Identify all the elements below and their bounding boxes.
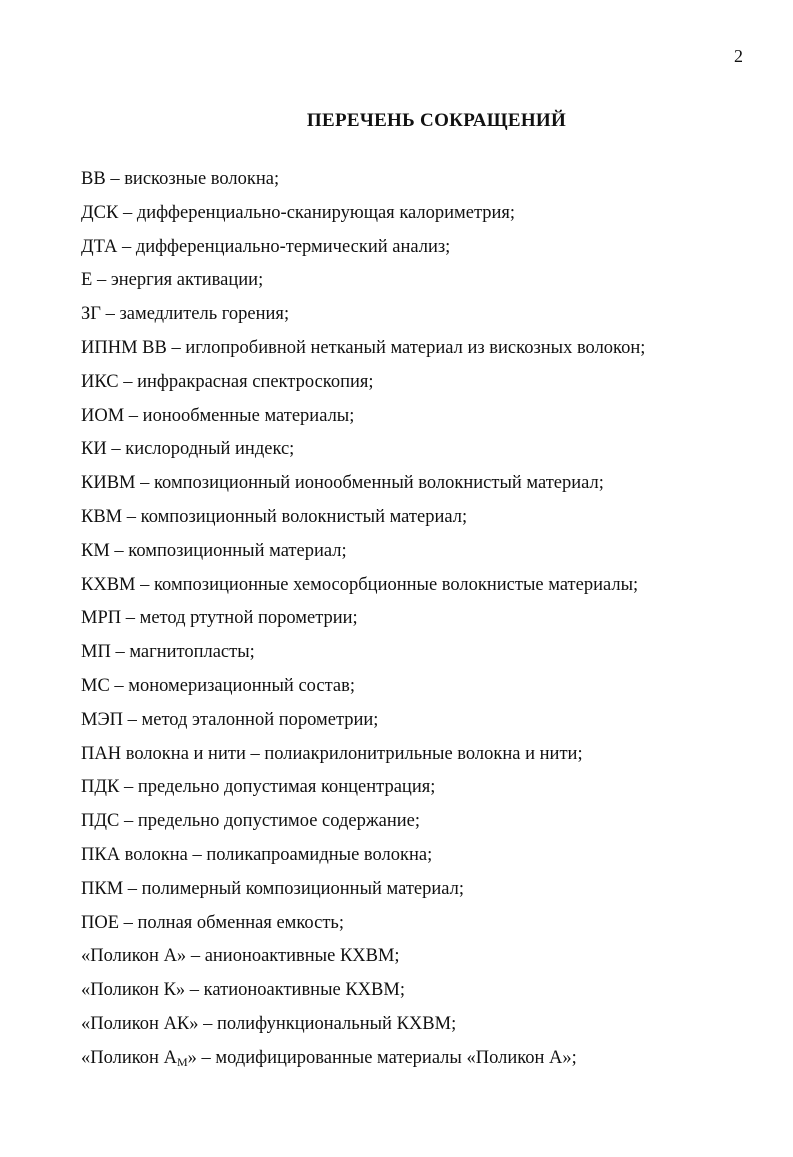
abbreviation-separator: – [123, 709, 142, 730]
abbreviation-term: ПОЕ [81, 912, 120, 933]
abbreviation-definition: иглопробивной нетканый материал из вискозных волокон; [185, 337, 646, 358]
abbreviation-term: КМ [81, 540, 110, 561]
abbreviation-separator: – [186, 946, 205, 967]
abbreviation-definition: композиционный волокнистый материал; [140, 506, 468, 527]
abbreviation-separator: – [187, 844, 207, 865]
abbreviation-item [81, 911, 771, 945]
abbreviation-definition: полимерный композиционный материал; [141, 878, 465, 899]
page-title: ПЕРЕЧЕНЬ СОКРАЩЕНИЙ [306, 110, 567, 131]
abbreviation-definition: вискозные волокна; [124, 169, 280, 189]
abbreviation-term: ДТА [81, 236, 118, 257]
abbreviation-item [81, 370, 771, 404]
abbreviation-item [81, 235, 771, 269]
abbreviation-term: ИОМ [81, 405, 125, 426]
abbreviation-item [81, 640, 771, 674]
abbreviation-item [81, 944, 771, 978]
abbreviation-item [81, 708, 771, 742]
abbreviation-separator: – [118, 202, 137, 223]
abbreviation-subscript: М [176, 1054, 188, 1069]
abbreviation-separator: – [110, 642, 130, 663]
abbreviation-item [81, 843, 771, 877]
abbreviation-definition: поликапроамидные волокна; [206, 844, 433, 865]
abbreviation-term: «Поликон АК» [81, 1013, 199, 1034]
abbreviation-term: ПКМ [81, 878, 124, 899]
abbreviation-definition: модифицированные материалы «Поликон А»; [215, 1047, 577, 1068]
abbreviation-item [81, 809, 771, 843]
abbreviation-definition: кислородный индекс; [125, 439, 295, 460]
abbreviation-definition: замедлитель горения; [119, 304, 290, 325]
abbreviation-separator: – [121, 608, 140, 629]
abbreviation-term: КИ [81, 439, 107, 460]
abbreviation-separator: – [122, 506, 141, 527]
abbreviation-definition: полифункциональный КХВМ; [217, 1013, 457, 1034]
abbreviation-separator: – [135, 473, 154, 494]
abbreviation-item [81, 1012, 771, 1046]
abbreviation-separator: – [117, 236, 136, 257]
abbreviation-separator: – [118, 371, 138, 392]
abbreviation-term: ВВ [81, 169, 106, 189]
abbreviation-separator: – [135, 574, 154, 595]
abbreviation-term: ДСК [81, 202, 119, 223]
abbreviation-term: КВМ [81, 506, 123, 527]
abbreviation-term: КИВМ [81, 473, 136, 494]
abbreviation-separator: – [245, 743, 265, 764]
abbreviation-definition: дифференциально-термический анализ; [135, 236, 451, 257]
abbreviation-definition: метод ртутной порометрии; [139, 608, 358, 629]
abbreviation-separator: – [196, 1047, 216, 1068]
abbreviation-term: ПДК [81, 777, 120, 798]
abbreviation-item [81, 775, 771, 809]
abbreviation-definition: композиционный материал; [128, 540, 347, 561]
abbreviation-term: «Поликон А» [81, 946, 187, 967]
abbreviation-definition: полная обменная емкость; [137, 912, 345, 933]
abbreviation-item [81, 404, 771, 438]
abbreviation-separator: – [124, 405, 143, 426]
page-number: 2 [734, 46, 743, 66]
abbreviation-definition: метод эталонной порометрии; [141, 709, 379, 730]
abbreviation-item [81, 437, 771, 471]
abbreviation-item [81, 606, 771, 640]
abbreviation-separator: – [100, 304, 120, 325]
abbreviation-separator: – [92, 270, 111, 291]
abbreviation-separator: – [119, 811, 138, 832]
abbreviation-item [81, 742, 771, 776]
abbreviation-item [81, 877, 771, 911]
abbreviation-term: МС [81, 675, 110, 696]
abbreviation-definition: инфракрасная спектроскопия; [137, 371, 374, 392]
abbreviation-item [81, 674, 771, 708]
abbreviation-definition: предельно допустимое содержание; [137, 811, 420, 832]
abbreviation-item [81, 201, 771, 235]
abbreviation-definition: мономеризационный состав; [128, 675, 355, 696]
abbreviation-item [81, 302, 771, 336]
abbreviation-separator: – [185, 980, 204, 1001]
abbreviation-definition: ионообменные материалы; [142, 405, 355, 426]
abbreviation-definition: анионоактивные КХВМ; [204, 946, 400, 967]
abbreviation-separator: – [198, 1013, 218, 1034]
abbreviation-definition: энергия активации; [110, 270, 264, 291]
abbreviation-term: ПАН волокна и нити [81, 743, 246, 764]
abbreviation-separator: – [109, 675, 129, 696]
abbreviation-separator: – [123, 878, 142, 899]
abbreviation-definition: композиционные хемосорбционные волокнистые материалы; [154, 574, 639, 595]
abbreviation-item [81, 336, 771, 370]
abbreviation-item-last [81, 1046, 771, 1080]
abbreviation-item [81, 573, 771, 607]
abbreviation-term: МП [81, 642, 111, 663]
abbreviation-term: ИКС [81, 371, 119, 392]
abbreviation-definition: полиакрилонитрильные волокна и нити; [264, 743, 583, 764]
abbreviation-term: ЗГ [81, 304, 101, 325]
abbreviation-term: «Поликон К» [81, 980, 186, 1001]
abbreviation-definition: катионоактивные КХВМ; [203, 980, 405, 1001]
abbreviation-term: «Поликон $А_М$» [81, 1047, 197, 1069]
abbreviation-term: ПКА волокна [81, 844, 188, 865]
abbreviation-definition: предельно допустимая концентрация; [137, 777, 436, 798]
abbreviation-term: Е [81, 270, 93, 291]
abbreviation-separator: – [119, 912, 138, 933]
abbreviation-item [81, 978, 771, 1012]
abbreviation-definition: композиционный ионообменный волокнистый материал; [154, 473, 604, 494]
abbreviation-separator: – [166, 337, 186, 358]
abbreviation-definition: магнитопласты; [129, 642, 255, 663]
abbreviation-separator: – [106, 439, 126, 460]
abbreviation-list [81, 167, 771, 1080]
abbreviation-separator: – [119, 777, 138, 798]
abbreviation-term: МРП [81, 608, 122, 629]
abbreviation-item [81, 505, 771, 539]
abbreviation-term: КХВМ [81, 574, 136, 595]
abbreviation-item [81, 539, 771, 573]
abbreviation-definition: дифференциально-сканирующая калориметрия; [136, 202, 516, 223]
abbreviation-term: МЭП [81, 709, 124, 730]
abbreviation-term: ПДС [81, 811, 120, 832]
abbreviation-item [81, 471, 771, 505]
abbreviation-separator: – [109, 540, 129, 561]
abbreviation-separator: – [105, 169, 125, 189]
abbreviation-item [81, 268, 771, 302]
abbreviation-item [81, 167, 771, 201]
abbreviation-term: ИПНМ ВВ [81, 337, 167, 358]
